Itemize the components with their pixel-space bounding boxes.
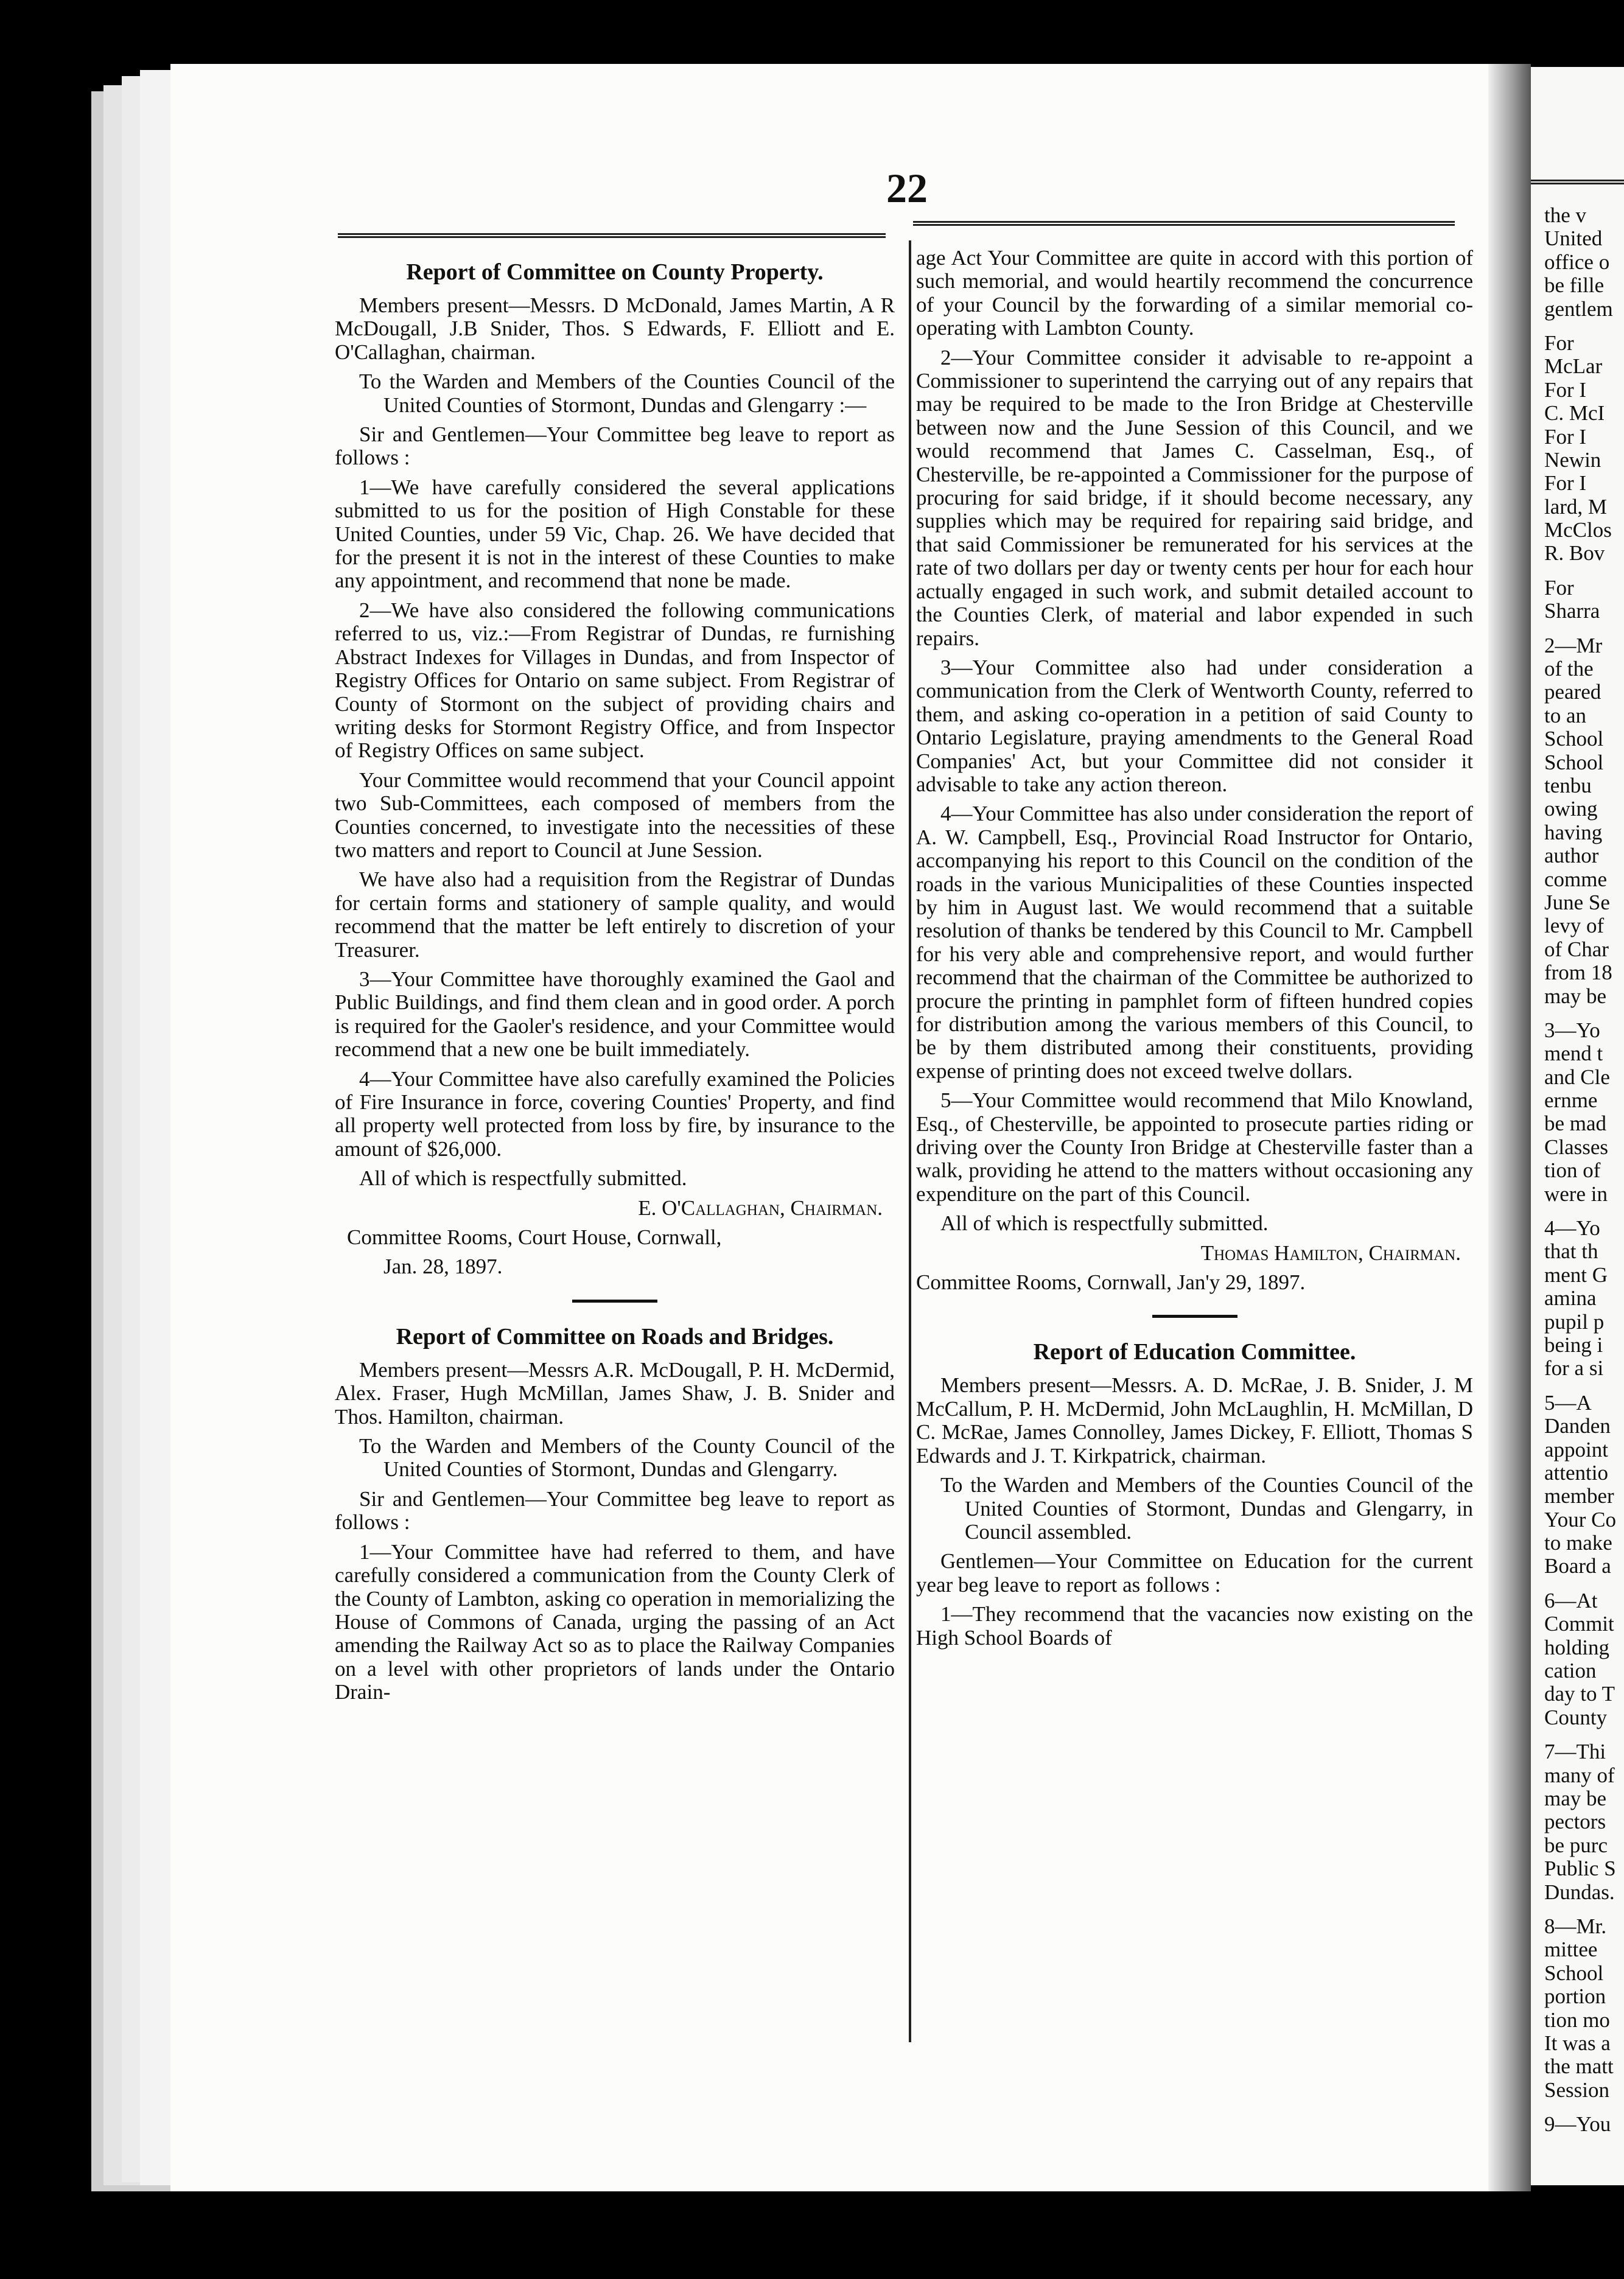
adjacent-line: 2—Mr bbox=[1544, 633, 1603, 657]
address: To the Warden and Members of the Counties Council of the United Counties of Stormont, Dundas and Glengarry, in Council assembled. bbox=[940, 1473, 1473, 1544]
paragraph: 3—Your Committee also had under consideration a communication from the Clerk of Wentworth County, referred to them, and asking co-operation in a petition of said County to Ontario Legislature, praying amendments to the General Road Companies' Act, but your Committee did not consider it advisable to take any action thereon. bbox=[916, 655, 1473, 796]
adjacent-line: Commit bbox=[1544, 1612, 1614, 1636]
paragraph: 2—We have also considered the following communications referred to us, viz.:—From Registrar of Dundas, re furnishing Abstract Indexes for Villages in Dundas, and from Inspector of Registry Offices for Ontario on same subject. From Registrar of County of Stormont on the subject of providing chairs and writing desks for Stormont Registry Office, and from Inspector of Registry Offices on same subject. bbox=[335, 598, 895, 763]
adjacent-line: ernme bbox=[1544, 1088, 1598, 1113]
adjacent-line: 8—Mr. bbox=[1544, 1914, 1607, 1938]
adjacent-line: It was a bbox=[1544, 2031, 1611, 2055]
adjacent-line: be purc bbox=[1544, 1833, 1608, 1857]
section-separator bbox=[1152, 1315, 1237, 1318]
members-present: Members present—Messrs. D McDonald, James Martin, A R McDougall, J.B Snider, Thos. S Edwards, F. Elliott and E. O'Callaghan, chairman. bbox=[335, 293, 895, 364]
salutation: Sir and Gentlemen—Your Committee beg leave to report as follows : bbox=[335, 422, 895, 470]
adjacent-line: from 18 bbox=[1544, 961, 1612, 985]
adjacent-line: being i bbox=[1544, 1332, 1603, 1357]
adjacent-line bbox=[1544, 1008, 1616, 1019]
adjacent-line: Sharra bbox=[1544, 599, 1600, 623]
adjacent-line: holding bbox=[1544, 1635, 1609, 1659]
adjacent-line: School bbox=[1544, 750, 1604, 774]
adjacent-line: office o bbox=[1544, 250, 1610, 274]
adjacent-line: C. McI bbox=[1544, 401, 1605, 425]
place: Committee Rooms, Court House, Cornwall, bbox=[347, 1225, 722, 1250]
adjacent-line: United bbox=[1544, 226, 1603, 251]
report-title-education: Report of Education Committee. bbox=[1033, 1339, 1356, 1365]
signature: E. O'Callaghan, Chairman. bbox=[638, 1196, 883, 1220]
adjacent-line: tion mo bbox=[1544, 2008, 1610, 2032]
paragraph: 5—Your Committee would recommend that Milo Knowland, Esq., of Chesterville, be appointed to prosecute parties riding or driving over the County Iron Bridge at Chesterville faster than a walk, providing he attend to the matters without occasioning any expenditure on the part of this Council. bbox=[916, 1088, 1473, 1206]
header-rule-left bbox=[338, 233, 886, 238]
book-spine bbox=[1488, 64, 1531, 2191]
adjacent-line: author bbox=[1544, 844, 1599, 868]
adjacent-line: amina bbox=[1544, 1286, 1597, 1311]
adjacent-line: Danden bbox=[1544, 1414, 1611, 1438]
adjacent-line: many of bbox=[1544, 1763, 1615, 1787]
paragraph: 1—We have carefully considered the several applications submitted to us for the position of High Constable for these United Counties, under 59 Vic, Chap. 26. We have decided that for the present it is not in the interest of these Counties to make any appointment, and recommend that none be made. bbox=[335, 475, 895, 593]
adjacent-line: mend t bbox=[1544, 1041, 1603, 1066]
adjacent-line bbox=[1544, 2102, 1616, 2113]
adjacent-line bbox=[1544, 1904, 1616, 1915]
paragraph: 1—They recommend that the vacancies now existing on the High School Boards of bbox=[916, 1602, 1473, 1650]
header-rule-right bbox=[913, 221, 1455, 226]
adjacent-line: 7—Thi bbox=[1544, 1740, 1606, 1764]
paragraph: age Act Your Committee are quite in accord with this portion of such memorial, and would heartily recommend the concurrence of your Council by the forwarding of a similar memorial co-operating with Lambton County. bbox=[916, 246, 1473, 340]
adjacent-line: R. Bov bbox=[1544, 541, 1605, 565]
adjacent-line: Your Co bbox=[1544, 1507, 1617, 1532]
place-date: Committee Rooms, Cornwall, Jan'y 29, 1897. bbox=[916, 1270, 1306, 1295]
adjacent-line: gentlem bbox=[1544, 296, 1613, 321]
adjacent-line: of the bbox=[1544, 657, 1594, 681]
adjacent-line: Board a bbox=[1544, 1554, 1611, 1578]
adjacent-line: McClos bbox=[1544, 518, 1612, 542]
members-present: Members present—Messrs A.R. McDougall, P. H. McDermid, Alex. Fraser, Hugh McMillan, James Shaw, J. B. Snider and Thos. Hamilton, chairman. bbox=[335, 1357, 895, 1429]
adjacent-line bbox=[1544, 1381, 1616, 1392]
adjacent-line: for a si bbox=[1544, 1356, 1604, 1381]
adjacent-line: that th bbox=[1544, 1239, 1598, 1264]
signature: Thomas Hamilton, Chairman. bbox=[1200, 1241, 1461, 1265]
address: To the Warden and Members of the County Council of the United Counties of Stormont, Dundas and Glengarry. bbox=[359, 1434, 895, 1482]
members-present: Members present—Messrs. A. D. McRae, J. B. Snider, J. M McCallum, P. H. McDermid, John McLaughlin, H. McMillan, D C. McRae, James Connolley, James Dickey, F. Elliott, Thomas S Edwards and J. T. Kirkpatrick, chairman. bbox=[916, 1373, 1473, 1468]
adjacent-line: tenbu bbox=[1544, 773, 1592, 797]
adjacent-line: 6—At bbox=[1544, 1588, 1598, 1612]
adjacent-line bbox=[1544, 565, 1616, 576]
page-number: 22 bbox=[886, 165, 928, 211]
adjacent-line: may be bbox=[1544, 984, 1607, 1008]
adjacent-line: 5—A bbox=[1544, 1390, 1592, 1415]
adjacent-line: For bbox=[1544, 331, 1574, 355]
adjacent-line: having bbox=[1544, 820, 1603, 844]
column-divider bbox=[909, 240, 911, 2042]
paragraph: We have also had a requisition from the Registrar of Dundas for certain forms and stationery of sample quality, and would recommend that the matter be left entirely to discretion of your Treasurer. bbox=[335, 867, 895, 962]
salutation: Gentlemen—Your Committee on Education for the current year beg leave to report as follows : bbox=[916, 1549, 1473, 1597]
adjacent-line: For I bbox=[1544, 377, 1587, 402]
report-title-roads-bridges: Report of Committee on Roads and Bridges. bbox=[396, 1323, 834, 1350]
paragraph: 2—Your Committee consider it advisable to re-appoint a Commissioner to superintend the carrying out of any repairs that may be required to be made to the Iron Bridge at Chesterville between now and the June Session of this Council, and we would recommend that James C. Casselman, Esq., of Chesterville, be re-appointed a Commissioner for the purpose of procuring for said bridge, if it should become necessary, any supplies which may be required for repairing said bridge, and that said Commissioner be remunerated for his services at the rate of two dollars per day or twenty cents per hour for each hour actually engaged in such work, and submit detailed account to the Counties Clerk, of material and labor expended in such repairs. bbox=[916, 345, 1473, 650]
adjacent-line: 9—You bbox=[1544, 2112, 1611, 2137]
adjacent-line: to an bbox=[1544, 703, 1587, 727]
adjacent-line: Session bbox=[1544, 2078, 1609, 2102]
adjacent-line: tion of bbox=[1544, 1158, 1601, 1183]
adjacent-line: School bbox=[1544, 727, 1604, 751]
adjacent-line: For I bbox=[1544, 424, 1587, 449]
adjacent-line: For I bbox=[1544, 471, 1587, 495]
adjacent-line: and Cle bbox=[1544, 1065, 1610, 1089]
date: Jan. 28, 1897. bbox=[383, 1255, 503, 1279]
closing: All of which is respectfully submitted. bbox=[359, 1166, 687, 1191]
adjacent-line bbox=[1544, 1578, 1616, 1589]
adjacent-line: Classes bbox=[1544, 1135, 1608, 1159]
right-column bbox=[916, 247, 1473, 1656]
adjacent-line: cation bbox=[1544, 1659, 1597, 1683]
adjacent-line bbox=[1544, 1206, 1616, 1217]
paragraph: 1—Your Committee have had referred to them, and have carefully considered a communication from the County Clerk of the County of Lambton, asking co operation in memorializing the House of Commons of Canada, urging the passing of an Act amending the Railway Act so as to place the Railway Companies on a level with other proprietors of lands under the Ontario Drain- bbox=[335, 1539, 895, 1704]
adjacent-line: County bbox=[1544, 1705, 1608, 1729]
adjacent-line bbox=[1544, 321, 1616, 332]
adjacent-line: levy of bbox=[1544, 914, 1605, 938]
section-separator bbox=[572, 1300, 657, 1303]
adjacent-line: to make bbox=[1544, 1531, 1612, 1555]
left-column bbox=[335, 259, 895, 1710]
adjacent-line: peared bbox=[1544, 680, 1601, 704]
salutation: Sir and Gentlemen—Your Committee beg leave to report as follows : bbox=[335, 1486, 895, 1535]
adjacent-line bbox=[1544, 1729, 1616, 1740]
adjacent-line: pupil p bbox=[1544, 1309, 1605, 1334]
adjacent-line: be mad bbox=[1544, 1111, 1607, 1136]
address: To the Warden and Members of the Counties Council of the United Counties of Stormont, Dundas and Glengarry :— bbox=[359, 369, 895, 417]
adjacent-line: Newin bbox=[1544, 447, 1601, 472]
adjacent-line: 3—Yo bbox=[1544, 1018, 1600, 1042]
adjacent-line: day to T bbox=[1544, 1682, 1615, 1706]
adjacent-line: of Char bbox=[1544, 937, 1609, 961]
adjacent-line: owing bbox=[1544, 797, 1598, 821]
adjacent-line: may be bbox=[1544, 1787, 1607, 1810]
adjacent-line: pectors bbox=[1544, 1810, 1606, 1834]
adjacent-line: the matt bbox=[1544, 2054, 1614, 2079]
adjacent-line: be fille bbox=[1544, 273, 1605, 298]
paragraph: 4—Your Committee have also carefully examined the Policies of Fire Insurance in force, covering Counties' Property, and find all property well protected from loss by fire, by insurance to the amount of $26,000. bbox=[335, 1066, 895, 1161]
adjacent-line: lard, M bbox=[1544, 494, 1608, 519]
paragraph: Your Committee would recommend that your Council appoint two Sub-Committees, each composed of members from the Counties concerned, to investigate into the necessities of these two matters and report to Council at June Session. bbox=[335, 768, 895, 862]
adjacent-line: were in bbox=[1544, 1182, 1608, 1206]
header-rule-adjacent bbox=[1531, 180, 1624, 184]
adjacent-page-text bbox=[1531, 204, 1616, 2136]
adjacent-line: mittee bbox=[1544, 1938, 1598, 1962]
paragraph: 3—Your Committee have thoroughly examined the Gaol and Public Buildings, and find them clean and in good order. A porch is required for the Gaoler's residence, and your Committee would recommend that a new one be built immediately. bbox=[335, 967, 895, 1062]
adjacent-line: Public S bbox=[1544, 1857, 1616, 1881]
adjacent-page bbox=[1531, 67, 1624, 2185]
adjacent-line: 4—Yo bbox=[1544, 1216, 1600, 1241]
adjacent-line: For bbox=[1544, 575, 1574, 600]
report-title-county-property: Report of Committee on County Property. bbox=[406, 259, 824, 285]
adjacent-line: comme bbox=[1544, 867, 1608, 891]
paragraph: 4—Your Committee has also under consideration the report of A. W. Campbell, Esq., Provincial Road Instructor for Ontario, accompanying his report to this Council on the condition of the roads in the various Municipalities of these Counties inspected by him in August last. We would recommend that a suitable resolution of thanks be tendered by this Council to Mr. Campbell for his very able and comprehensive report, and would further recommend that the chairman of the Committee be authorized to procure the printing in pamphlet form of fifteen hundred copies for distribution among the various members of this Council, to be by them distributed among their constituents, providing expense of printing does not exceed twelve dollars. bbox=[916, 802, 1473, 1083]
adjacent-line: June Se bbox=[1544, 890, 1610, 914]
adjacent-line: appoint bbox=[1544, 1437, 1608, 1462]
adjacent-line: portion bbox=[1544, 1984, 1606, 2009]
adjacent-line bbox=[1544, 623, 1616, 634]
adjacent-line: ment G bbox=[1544, 1262, 1608, 1287]
adjacent-line: member bbox=[1544, 1484, 1614, 1508]
adjacent-line: attentio bbox=[1544, 1460, 1608, 1485]
adjacent-line: McLar bbox=[1544, 354, 1603, 379]
adjacent-line: the v bbox=[1544, 203, 1587, 227]
adjacent-line: School bbox=[1544, 1961, 1604, 1985]
closing: All of which is respectfully submitted. bbox=[940, 1211, 1269, 1236]
adjacent-line: Dundas. bbox=[1544, 1880, 1615, 1904]
